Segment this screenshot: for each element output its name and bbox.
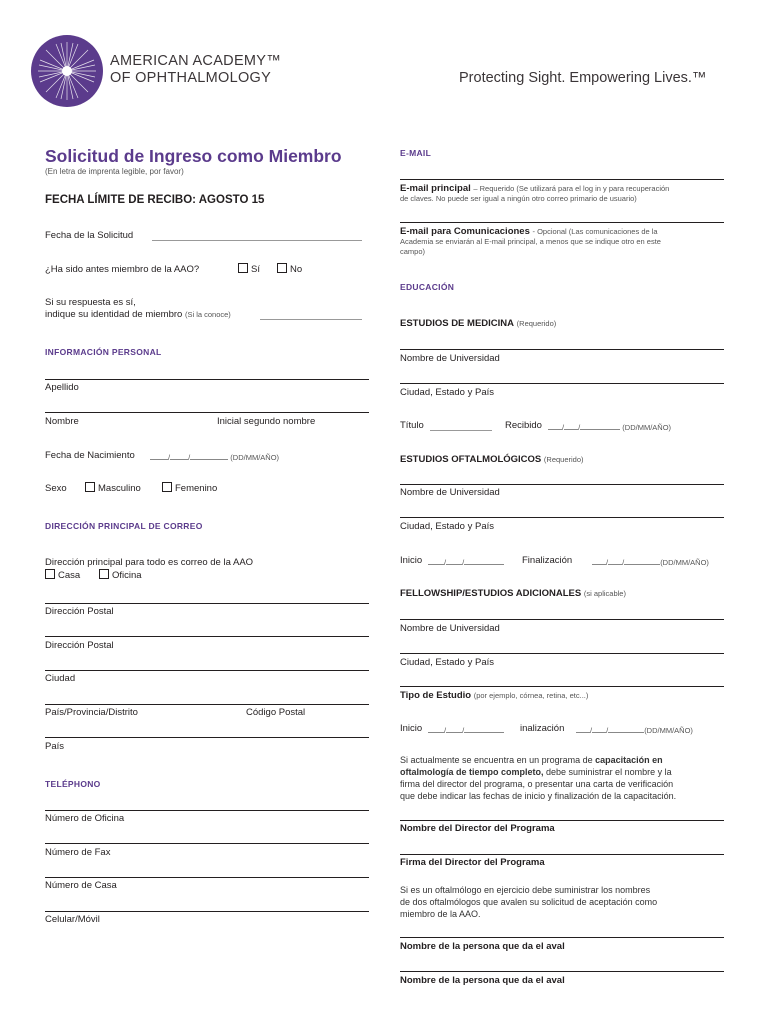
fax-field[interactable] (45, 843, 369, 844)
titulo-label: Título (400, 420, 424, 431)
oficina-checkbox[interactable] (99, 569, 109, 579)
fax-label: Número de Fax (45, 847, 111, 858)
tipo-estudio-field[interactable] (400, 686, 724, 687)
director-firma-label: Firma del Director del Programa (400, 857, 545, 868)
si-checkbox[interactable] (238, 263, 248, 273)
casa-phone-field[interactable] (45, 877, 369, 878)
mailing-heading: DIRECCIÓN PRINCIPAL DE CORREO (45, 521, 203, 531)
universidad3-field[interactable] (400, 619, 724, 620)
inicio2-field[interactable]: / / (428, 724, 504, 735)
recibido-field[interactable]: / / (DD/MM/AÑO) (548, 421, 671, 432)
pais-provincia-field[interactable] (45, 704, 369, 705)
email-comunicaciones-label: E-mail para Comunicaciones - Opcional (Las comunicaciones de la (400, 226, 658, 237)
universidad-field[interactable] (400, 349, 724, 350)
direccion1-label: Dirección Postal (45, 606, 114, 617)
casa-option[interactable]: Casa (45, 569, 80, 581)
email-comunicaciones-field[interactable] (400, 222, 724, 223)
ciudad-field[interactable] (45, 670, 369, 671)
femenino-checkbox[interactable] (162, 482, 172, 492)
universidad2-label: Nombre de Universidad (400, 487, 500, 498)
director-nombre-field[interactable] (400, 820, 724, 821)
oficina-phone-label: Número de Oficina (45, 813, 125, 824)
inicio2-label: Inicio (400, 723, 423, 734)
tagline: Protecting Sight. Empowering Lives.™ (459, 70, 707, 86)
ciudad3-label: Ciudad, Estado y País (400, 657, 494, 668)
phone-heading: TELÉPHONO (45, 779, 101, 789)
ciudad-med-label: Ciudad, Estado y País (400, 387, 494, 398)
titulo-field[interactable] (430, 430, 492, 431)
apellido-field[interactable] (45, 379, 369, 380)
finalizacion-field[interactable]: / / (DD/MM/AÑO) (592, 556, 709, 567)
ciudad-med-field[interactable] (400, 383, 724, 384)
fecha-solicitud-field[interactable] (152, 240, 362, 241)
codigo-postal-label: Código Postal (246, 707, 306, 718)
femenino-option[interactable]: Femenino (162, 482, 217, 494)
email-principal-label: E-mail principal – Requerido (Se utilizará para el log in y para recuperación (400, 183, 670, 194)
pais-provincia-label: País/Provincia/Distrito (45, 707, 138, 718)
casa-checkbox[interactable] (45, 569, 55, 579)
no-checkbox[interactable] (277, 263, 287, 273)
masculino-checkbox[interactable] (85, 482, 95, 492)
no-option[interactable]: No (277, 263, 302, 275)
deadline: FECHA LÍMITE DE RECIBO: AGOSTO 15 (45, 194, 265, 206)
apellido-label: Apellido (45, 382, 79, 393)
nombre-label: Nombre (45, 416, 79, 427)
tipo-estudio-label: Tipo de Estudio (por ejemplo, córnea, retina, etc...) (400, 690, 589, 701)
org-name: AMERICAN ACADEMY™ OF OPHTHALMOLOGY (110, 53, 282, 86)
inicio-field[interactable]: / / (428, 556, 504, 567)
oficina-phone-field[interactable] (45, 810, 369, 811)
direccion2-field[interactable] (45, 636, 369, 637)
ciudad2-label: Ciudad, Estado y País (400, 521, 494, 532)
aval1-field[interactable] (400, 937, 724, 938)
celular-field[interactable] (45, 911, 369, 912)
direccion-principal-label: Dirección principal para todo es correo de la AAO (45, 557, 254, 568)
aval1-label: Nombre de la persona que da el aval (400, 941, 565, 952)
fecha-solicitud-label: Fecha de la Solicitud (45, 230, 134, 241)
director-firma-field[interactable] (400, 854, 724, 855)
si-respuesta-text: Si su respuesta es sí, (45, 297, 136, 308)
si-option[interactable]: Sí (238, 263, 260, 275)
universidad2-field[interactable] (400, 484, 724, 485)
aval2-label: Nombre de la persona que da el aval (400, 975, 565, 986)
identidad-miembro-field[interactable] (260, 319, 362, 320)
universidad3-label: Nombre de Universidad (400, 623, 500, 634)
ciudad-label: Ciudad (45, 673, 76, 684)
recibido-label: Recibido (505, 420, 542, 431)
fecha-nacimiento-label: Fecha de Nacimiento (45, 450, 135, 461)
email-principal-note: de claves. No puede ser igual a ningún otro correo primario de usuario) (400, 194, 637, 203)
form-subtitle: (En letra de imprenta legible, por favor) (45, 167, 184, 176)
ciudad2-field[interactable] (400, 517, 724, 518)
finalizacion2-field[interactable]: / / (DD/MM/AÑO) (576, 724, 693, 735)
nombre-field[interactable] (45, 412, 369, 413)
sexo-label: Sexo (45, 483, 67, 494)
direccion2-label: Dirección Postal (45, 640, 114, 651)
identidad-miembro-label: indique su identidad de miembro (Si la conoce) (45, 309, 231, 320)
casa-phone-label: Número de Casa (45, 880, 117, 891)
direccion1-field[interactable] (45, 603, 369, 604)
fecha-nacimiento-field[interactable]: / / (DD/MM/AÑO) (150, 451, 279, 462)
pais-field[interactable] (45, 737, 369, 738)
aval2-field[interactable] (400, 971, 724, 972)
medicina-heading: ESTUDIOS DE MEDICINA (Requerido) (400, 318, 557, 329)
masculino-option[interactable]: Masculino (85, 482, 141, 494)
email-principal-field[interactable] (400, 179, 724, 180)
form-title: Solicitud de Ingreso como Miembro (45, 146, 342, 166)
aao-logo-icon (30, 34, 104, 108)
universidad-label: Nombre de Universidad (400, 353, 500, 364)
email-comunicaciones-note: Academia se enviarán al E-mail principal, a menos que se indique otro en este campo) (400, 237, 661, 256)
ciudad3-field[interactable] (400, 653, 724, 654)
personal-heading: INFORMACIÓN PERSONAL (45, 347, 162, 357)
celular-label: Celular/Móvil (45, 914, 100, 925)
oficina-option[interactable]: Oficina (99, 569, 142, 581)
finalizacion2-label: inalización (520, 723, 565, 734)
inicial-label: Inicial segundo nombre (217, 416, 316, 427)
aval-paragraph: Si es un oftalmólogo en ejercicio debe suministrar los nombres de dos oftalmólogos que avalen su solicitud de aceptación como miembro de la AAO. (400, 885, 658, 919)
email-heading: E-MAIL (400, 148, 432, 158)
finalizacion-label: Finalización (522, 555, 573, 566)
oftalmologicos-heading: ESTUDIOS OFTALMOLÓGICOS (Requerido) (400, 454, 584, 465)
director-nombre-label: Nombre del Director del Programa (400, 823, 555, 834)
capacitacion-paragraph: Si actualmente se encuentra en un programa de capacitación en oftalmología de tiempo completo, debe suministrar el nombre y la firma del director del programa, o presentar una carta de verificación que debe indicar las fechas de inicio y finalización de la capacitación. (400, 755, 677, 801)
ha-sido-miembro-label: ¿Ha sido antes miembro de la AAO? (45, 264, 200, 275)
fellowship-heading: FELLOWSHIP/ESTUDIOS ADICIONALES (si aplicable) (400, 588, 626, 599)
inicio-label: Inicio (400, 555, 423, 566)
education-heading: EDUCACIÓN (400, 282, 455, 292)
pais-label: País (45, 741, 65, 752)
